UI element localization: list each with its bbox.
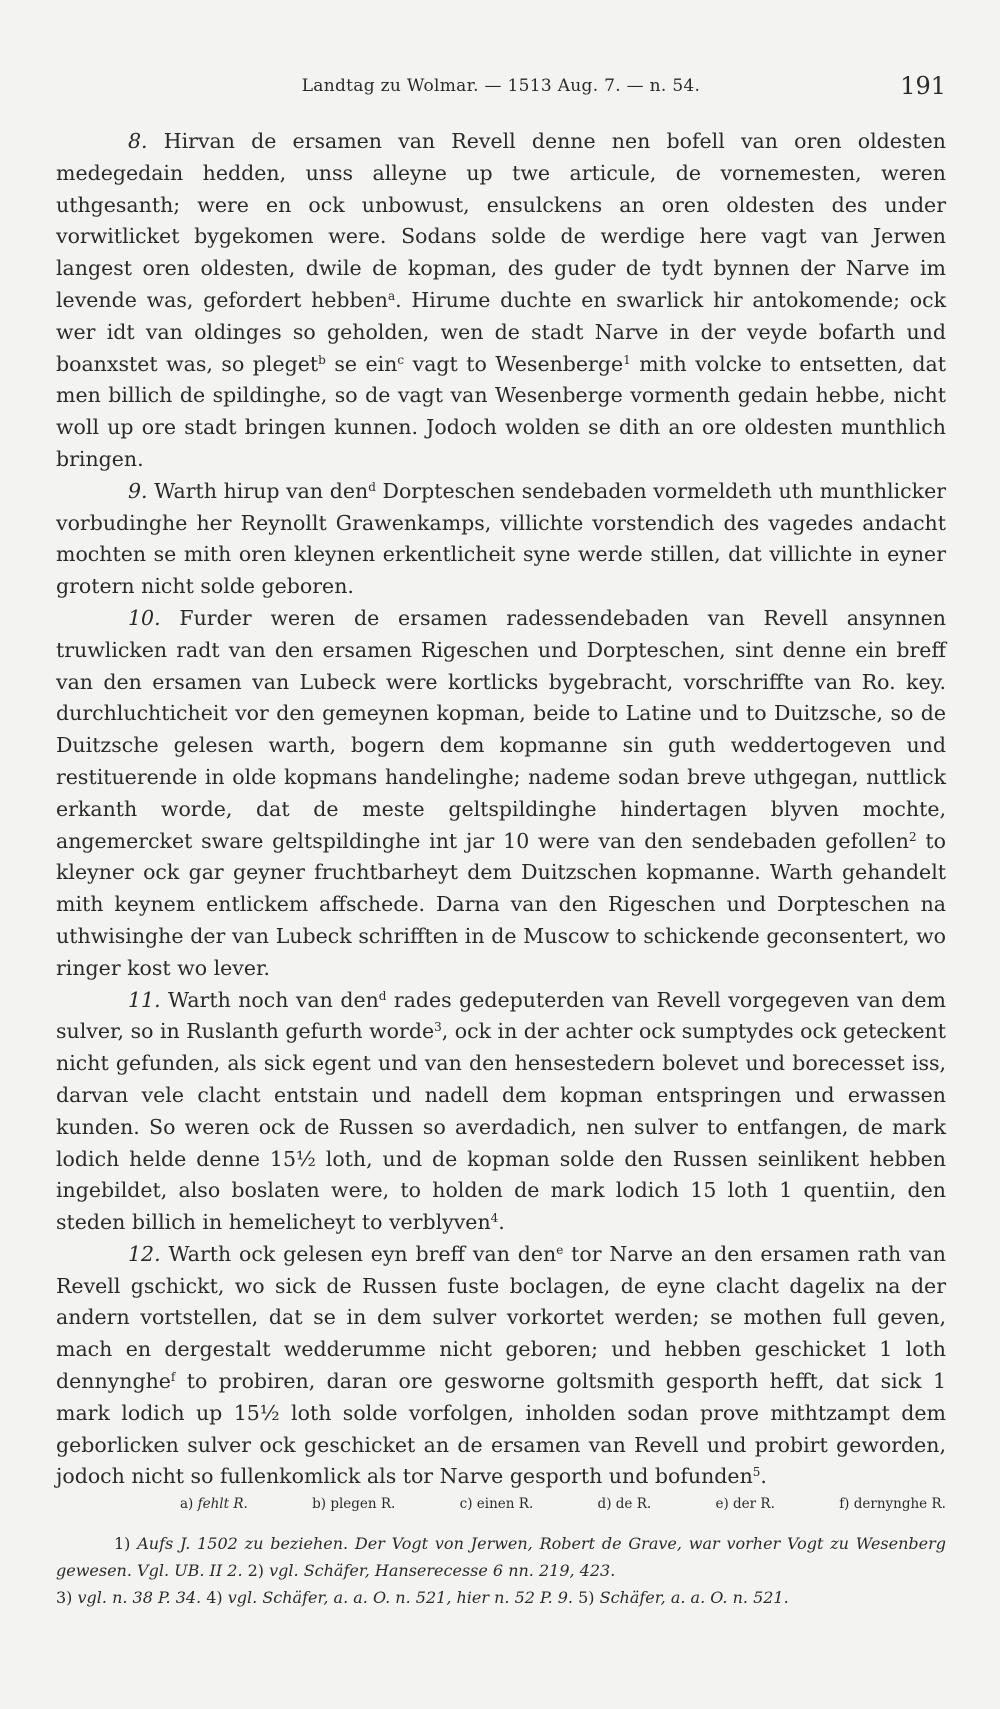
paragraph-11 — [56, 985, 946, 1239]
paragraph-number: 8. — [128, 129, 148, 153]
paragraph-text: , ock in der achter ock sumptydes ock geteckent nicht gefunden, als sick egent und van den hensestedern bolevet und borecesset iss, darvan vele clacht entstain und nadell dem kopman entspringen und erwassen kunden. So weren ock de Russen so averdadich, nen sulver to entfangen, de mark lodich helde denne 15½ loth, und de kopman solde den Russen seinlikent hebben ingebildet, also boslaten were, to holden de mark lodich 15 loth 1 quentiin, den steden billich in hemelicheyt to verblyven — [56, 1019, 946, 1235]
paragraph-text: vagt to Wesenberge — [404, 351, 624, 376]
paragraph-8 — [56, 126, 946, 476]
footnote-mark: 5 — [752, 1465, 761, 1480]
variant-mark: b — [318, 352, 326, 367]
paragraph-text: tor Narve an den ersamen rath van Revell gschickt, wo sick de Russen fuste boclagen, de eyne clacht dagelix na der andern vortstellen, dat se in dem sulver vorkortet werden; se mothen full geven, mach en dergestalt wedderumme nicht geboren; und hebben geschicket 1 loth dennynghe — [56, 1241, 946, 1394]
footnote-text: Schäfer, a. a. O. n. 521. — [594, 1588, 789, 1607]
paragraph-text: Warth noch van den — [160, 987, 379, 1012]
paragraph-number: 12. — [128, 1241, 161, 1266]
paragraph-text: Warth ock gelesen eyn breff van den — [160, 1241, 557, 1266]
running-title: Landtag zu Wolmar. — 1513 Aug. 7. — n. 54. — [301, 76, 701, 96]
paragraph-text: to kleyner ock gar geyner fruchtbarheyt dem Duitzschen kopmanne. Warth gehandelt mith keynem entlickem affschede. Darna van den Rigeschen und Dorpteschen na uthwisinghe der van Lubeck schrifften in de Muscow to schickende geconsentert, wo ringer kost wo lever. — [56, 828, 946, 980]
paragraph-10 — [56, 603, 946, 985]
footnote-text: vgl. n. 38 P. 34. — [72, 1588, 202, 1607]
page-number: 191 — [900, 72, 946, 100]
paragraph-9 — [56, 476, 946, 603]
variant-mark: d — [378, 988, 387, 1003]
footnote-mark: 4 — [490, 1211, 499, 1226]
footnote-3 — [56, 1584, 946, 1611]
footnote-label: 5) — [578, 1588, 595, 1607]
paragraph-text: . Hirume duchte en swarlick hir antokomende; ock wer idt van oldinges so geholden, wen de stadt Narve in der veyde bofarth und boanxstet was, so pleget — [56, 287, 946, 376]
paragraph-text: . — [498, 1210, 505, 1235]
variant-note: d) de R. — [597, 1496, 652, 1512]
paragraph-text: Furder weren de ersamen radessendebaden van Revell ansynnen truwlicken radt van den ersamen Rigeschen und Dorpteschen, sint denne ein breff van den ersamen van Lubeck were kortlicks bygebracht, vorschriffte van Ro. key. durchluchticheit vor den gemeynen kopman, beide to Latine und to Duitzsche, so de Duitzsche gelesen warth, bogern dem kopmanne sin guth weddertogeven und restituerende in olde kopmans handelinghe; nademe sodan breve uthgegan, nuttlick erkanth worde, dat de meste geltspildinghe hindertagen blyven mochte, angemercket sware geltspildinghe int jar 10 were van den sendebaden gefollen — [56, 605, 946, 853]
paragraph-text: rades gedeputerden van Revell vorgegeven van dem sulver, so in Ruslanth gefurth worde — [56, 987, 946, 1044]
paragraph-number: 10. — [128, 605, 161, 630]
paragraph-text: . — [760, 1464, 767, 1489]
footnote-label: 1) — [114, 1534, 131, 1553]
body-text — [56, 126, 946, 1493]
footnote-label: 2) — [247, 1561, 265, 1580]
paragraph-text: Hirvan de ersamen van Revell denne nen bofell van oren oldesten medegedain hedden, unss alleyne up twe articule, de vornemesten, weren uthgesanth; were en ock unbowust, ensulckens an oren oldesten des under vorwitlicket bygekomen were. Sodans solde de werdige here vagt van Jerwen langest oren oldesten, dwile de kopman, des guder de tydt bynnen der Narve im levende was, gefordert hebben — [56, 129, 946, 312]
variant-mark: c — [397, 352, 405, 367]
variant-note: a) fehlt R. — [180, 1496, 248, 1512]
variant-mark: d — [368, 479, 376, 494]
footnote-label: 4) — [206, 1588, 223, 1607]
paragraph-text: Warth hirup van den — [147, 478, 369, 503]
variant-note: e) der R. — [715, 1496, 775, 1512]
variant-mark: e — [556, 1242, 564, 1257]
paragraph-text: se ein — [325, 351, 398, 376]
paragraph-12 — [56, 1239, 946, 1493]
variant-note: c) einen R. — [459, 1496, 534, 1512]
paragraph-number: 11. — [128, 987, 161, 1012]
running-head — [56, 68, 946, 108]
footnote-text: vgl. Schäfer, Hanserecesse 6 nn. 219, 423. — [264, 1561, 616, 1580]
footnotes — [56, 1530, 946, 1611]
paragraph-text: to probiren, daran ore gesworne goltsmith gesporth hefft, dat sick 1 mark lodich up 15½ loth solde vorfolgen, inholden sodan prove mithtzampt dem geborlicken sulver ock geschicket an de ersamen van Revell und probirt geworden, jodoch nicht so fullenkomlick als tor Narve gesporth und bofunden — [56, 1369, 946, 1489]
footnote-text: Aufs J. 1502 zu beziehen. Der Vogt von Jerwen, Robert de Grave, war vorher Vogt zu Wesenberg gewesen. Vgl. UB. II 2. — [56, 1534, 946, 1580]
footnote-mark: 3 — [434, 1020, 442, 1035]
paragraph-text: Dorpteschen sendebaden vormeldeth uth munthlicker vorbudinghe her Reynollt Grawenkamps, villichte vorstendich des vagedes andacht mochten se mith oren kleynen erkentlicheit syne werde stillen, dat villichte in eyner grotern nicht solde geboren. — [56, 478, 946, 599]
variant-notes — [56, 1496, 946, 1512]
paragraph-number: 9. — [128, 478, 148, 503]
footnote-text: vgl. Schäfer, a. a. O. n. 521, hier n. 52 P. 9. — [222, 1588, 573, 1607]
variant-mark: f — [170, 1370, 176, 1385]
footnote-mark: 1 — [623, 352, 631, 367]
paragraph-text: mith volcke to entsetten, dat men billich de spildinghe, so de vagt van Wesenberge vormenth gedain hebbe, nicht woll up ore stadt bringen kunnen. Jodoch wolden se dith an ore oldesten munthlich bringen. — [56, 351, 946, 471]
variant-note: f) dernynghe R. — [839, 1496, 946, 1512]
footnote-mark: 2 — [908, 829, 917, 844]
footnote-label: 3) — [56, 1588, 73, 1607]
variant-mark: a — [388, 288, 396, 303]
variant-note: b) plegen R. — [312, 1496, 396, 1512]
footnote-1 — [56, 1530, 946, 1584]
